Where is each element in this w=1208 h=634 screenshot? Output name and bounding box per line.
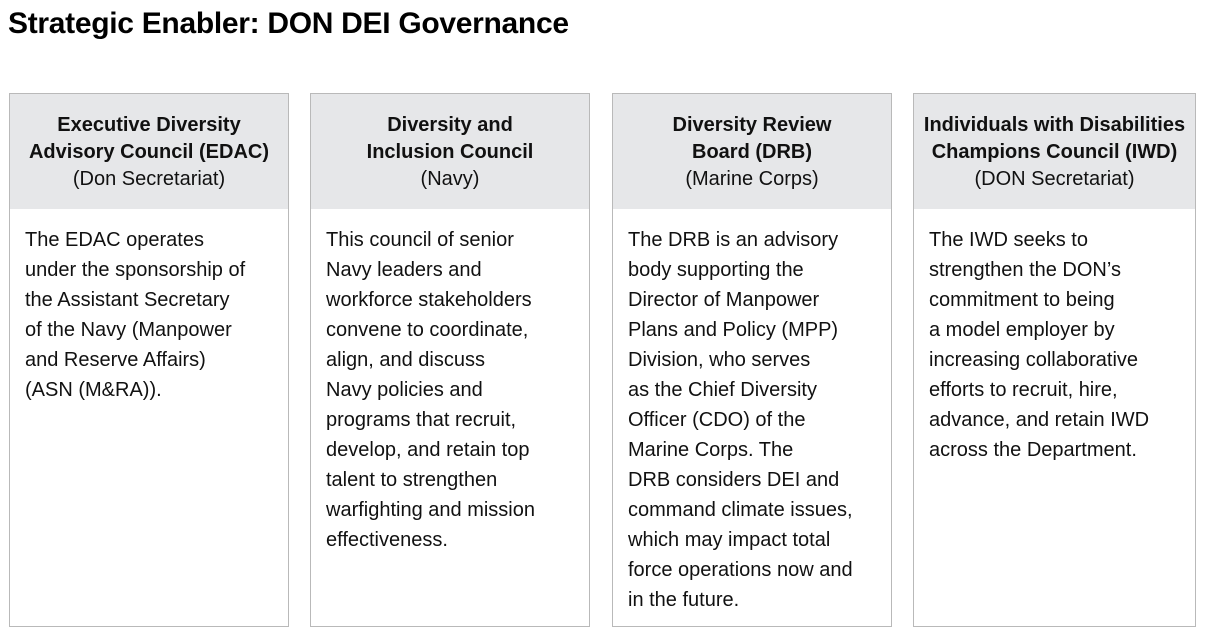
card-body-line: across the Department.	[929, 439, 1137, 461]
card-body-line: (ASN (M&RA)).	[25, 379, 162, 401]
card-body-line: warfighting and mission	[326, 499, 535, 521]
card-navy-council	[310, 93, 590, 627]
card-body-line: commitment to being	[929, 289, 1115, 311]
card-iwd	[913, 93, 1196, 627]
card-body-line: DRB considers DEI and	[628, 469, 840, 491]
card-body-line: which may impact total	[628, 529, 831, 551]
card-body-line: strengthen the DON’s	[929, 259, 1121, 281]
card-title-line: Advisory Council (EDAC)	[28, 141, 270, 163]
card-body-line: align, and discuss	[326, 349, 485, 371]
card-body-line: This council of senior	[326, 229, 514, 251]
card-subtitle: (Marine Corps)	[685, 168, 819, 190]
card-body-line: Division, who serves	[628, 349, 811, 371]
card-body-line: and Reserve Affairs)	[25, 349, 206, 371]
card-header	[613, 94, 891, 209]
card-body-line: in the future.	[628, 589, 740, 611]
card-body-line: Director of Manpower	[628, 289, 820, 311]
card-body-line: Marine Corps. The	[628, 439, 794, 461]
card-body-line: increasing collaborative	[929, 349, 1139, 371]
card-title-line: Executive Diversity	[57, 114, 241, 136]
card-body-line: Plans and Policy (MPP)	[628, 319, 839, 341]
card-body-line: The EDAC operates	[25, 229, 204, 251]
card-header	[311, 94, 589, 209]
card-drb	[612, 93, 892, 627]
card-subtitle: (DON Secretariat)	[974, 168, 1135, 190]
card-body	[914, 209, 1195, 465]
card-body-line: body supporting the	[628, 259, 804, 281]
card-body-line: convene to coordinate,	[326, 319, 529, 341]
card-body-line: efforts to recruit, hire,	[929, 379, 1118, 401]
card-body-line: under the sponsorship of	[25, 259, 246, 281]
card-body	[311, 209, 589, 555]
card-body-line: Navy policies and	[326, 379, 483, 401]
card-subtitle: (Navy)	[420, 168, 480, 190]
card-body-line: a model employer by	[929, 319, 1115, 341]
card-body-line: as the Chief Diversity	[628, 379, 817, 401]
card-body-line: The IWD seeks to	[929, 229, 1088, 251]
card-body-line: Navy leaders and	[326, 259, 482, 281]
card-body	[613, 209, 891, 615]
card-body	[10, 209, 288, 405]
card-edac	[9, 93, 289, 627]
card-title-line: Diversity Review	[672, 114, 832, 136]
page-title: Strategic Enabler: DON DEI Governance	[8, 7, 569, 40]
card-title-line: Inclusion Council	[366, 141, 534, 163]
card-body-line: The DRB is an advisory	[628, 229, 839, 251]
card-body-line: command climate issues,	[628, 499, 853, 521]
card-body-line: effectiveness.	[326, 529, 448, 551]
card-body-line: advance, and retain IWD	[929, 409, 1150, 431]
card-title-line: Board (DRB)	[692, 141, 812, 163]
card-header	[914, 94, 1195, 209]
card-body-line: Officer (CDO) of the	[628, 409, 806, 431]
governance-cards	[9, 93, 1197, 630]
card-header	[10, 94, 288, 209]
card-body-line: of the Navy (Manpower	[25, 319, 232, 341]
card-body-line: develop, and retain top	[326, 439, 530, 461]
card-title-line: Champions Council (IWD)	[931, 141, 1178, 163]
card-body-line: force operations now and	[628, 559, 853, 581]
card-title-line: Diversity and	[387, 114, 513, 136]
card-body-line: the Assistant Secretary	[25, 289, 230, 311]
card-subtitle: (Don Secretariat)	[72, 168, 226, 190]
card-title-line: Individuals with Disabilities	[923, 114, 1186, 136]
card-body-line: talent to strengthen	[326, 469, 498, 491]
card-body-line: programs that recruit,	[326, 409, 517, 431]
card-body-line: workforce stakeholders	[326, 289, 532, 311]
